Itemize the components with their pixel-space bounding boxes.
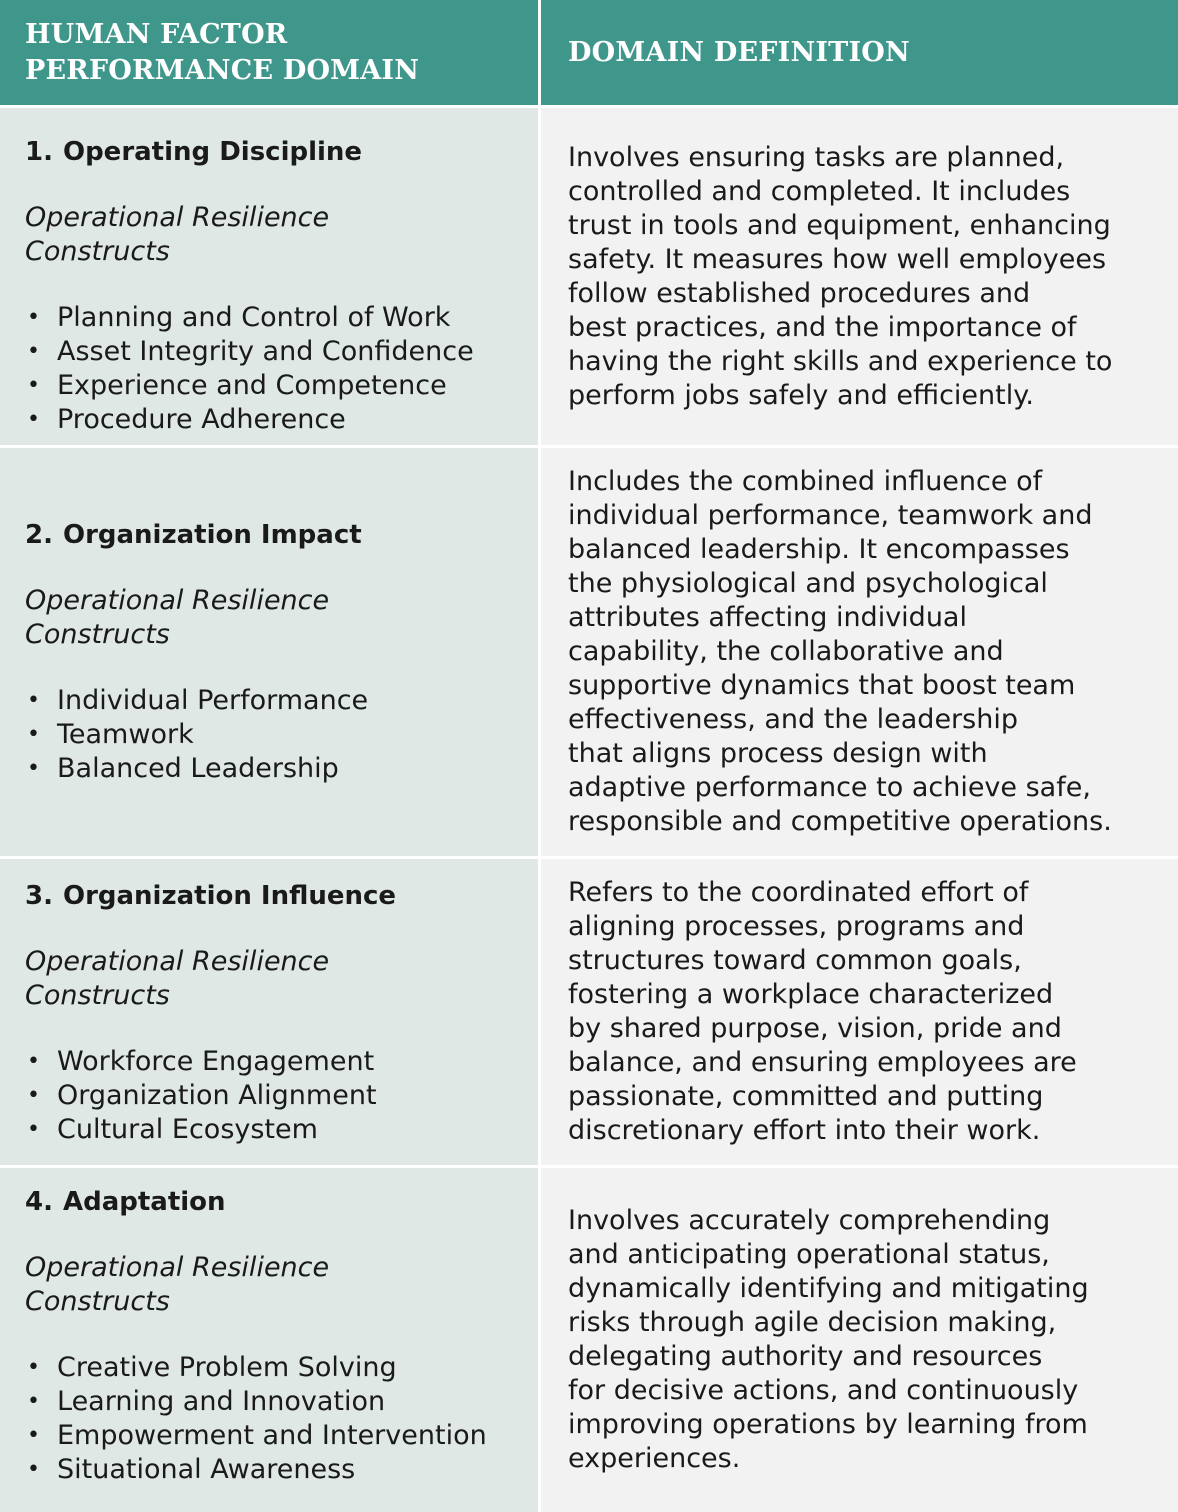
domain-title bbox=[25, 879, 538, 913]
list-item: • Workforce Engagement bbox=[25, 1045, 538, 1079]
list-item: • Cultural Ecosystem bbox=[25, 1113, 538, 1147]
definition-line: discretionary effort into their work. bbox=[568, 1115, 1041, 1146]
list-item: • Creative Problem Solving bbox=[25, 1351, 538, 1385]
definition-line: experiences. bbox=[568, 1443, 741, 1474]
domain-cell bbox=[0, 1168, 541, 1512]
definition-line: risks through agile decision making, bbox=[568, 1307, 1057, 1338]
domain-number: 2. bbox=[25, 520, 53, 550]
list-item: • Experience and Competence bbox=[25, 369, 538, 403]
domain-name: Operating Discipline bbox=[62, 137, 363, 167]
definition-line: fostering a workplace characterized bbox=[568, 979, 1054, 1010]
table-row bbox=[0, 859, 1178, 1168]
domain-name: Organization Impact bbox=[62, 520, 362, 550]
domain-title bbox=[25, 135, 538, 169]
constructs-line2: Constructs bbox=[25, 236, 170, 267]
definition-cell bbox=[541, 108, 1178, 445]
domain-definition bbox=[568, 465, 1112, 839]
table-row bbox=[0, 448, 1178, 859]
construct-list bbox=[25, 301, 538, 437]
definition-line: Refers to the coordinated effort of bbox=[568, 877, 1029, 908]
domain-number: 1. bbox=[25, 137, 53, 167]
definition-line: and anticipating operational status, bbox=[568, 1239, 1050, 1270]
definition-line: follow established procedures and bbox=[568, 277, 1031, 309]
constructs-label bbox=[25, 945, 538, 1013]
domain-cell bbox=[0, 859, 541, 1165]
domain-definition bbox=[568, 876, 1077, 1148]
constructs-label bbox=[25, 1251, 538, 1319]
header-domain-definition: DOMAIN DEFINITION bbox=[568, 36, 910, 68]
definition-line: Involves accurately comprehending bbox=[568, 1205, 1051, 1236]
definition-line: individual performance, teamwork and bbox=[568, 500, 1093, 531]
definition-line: responsible and competitive operations. bbox=[568, 806, 1112, 837]
definition-line: trust in tools and equipment, enhancing bbox=[568, 209, 1111, 241]
table-row bbox=[0, 108, 1178, 448]
table-row bbox=[0, 1168, 1178, 1512]
definition-line: improving operations by learning from bbox=[568, 1409, 1088, 1440]
definition-line: controlled and completed. It includes bbox=[568, 175, 1071, 207]
header-left-line2: PERFORMANCE DOMAIN bbox=[25, 54, 420, 86]
construct-list bbox=[25, 1351, 538, 1487]
header-left-line1: HUMAN FACTOR bbox=[25, 18, 288, 50]
table-header bbox=[0, 0, 1178, 108]
definition-line: that aligns process design with bbox=[568, 738, 988, 769]
list-item: • Organization Alignment bbox=[25, 1079, 538, 1113]
definition-line: Includes the combined influence of bbox=[568, 466, 1043, 497]
definition-line: perform jobs safely and efficiently. bbox=[568, 379, 1034, 411]
definition-line: the physiological and psychological bbox=[568, 568, 1048, 599]
list-item: • Balanced Leadership bbox=[25, 752, 538, 786]
constructs-line1: Operational Resilience bbox=[25, 585, 330, 616]
constructs-line1: Operational Resilience bbox=[25, 1252, 330, 1283]
list-item: • Teamwork bbox=[25, 718, 538, 752]
definition-line: for decisive actions, and continuously bbox=[568, 1375, 1079, 1406]
constructs-line2: Constructs bbox=[25, 1286, 170, 1317]
constructs-label bbox=[25, 584, 538, 652]
definition-line: dynamically identifying and mitigating bbox=[568, 1273, 1089, 1304]
construct-list bbox=[25, 1045, 538, 1147]
domain-number: 3. bbox=[25, 881, 53, 911]
list-item: • Situational Awareness bbox=[25, 1453, 538, 1487]
definition-line: safety. It measures how well employees bbox=[568, 243, 1107, 275]
domain-cell bbox=[0, 108, 541, 445]
definition-line: attributes affecting individual bbox=[568, 602, 967, 633]
domain-title bbox=[25, 518, 538, 552]
definition-line: effectiveness, and the leadership bbox=[568, 704, 1018, 735]
list-item: • Planning and Control of Work bbox=[25, 301, 538, 335]
definition-line: delegating authority and resources bbox=[568, 1341, 1043, 1372]
domain-name: Adaptation bbox=[62, 1187, 226, 1217]
definition-line: structures toward common goals, bbox=[568, 945, 1022, 976]
list-item: • Learning and Innovation bbox=[25, 1385, 538, 1419]
definition-line: balanced leadership. It encompasses bbox=[568, 534, 1070, 565]
list-item: • Empowerment and Intervention bbox=[25, 1419, 538, 1453]
definition-cell bbox=[541, 448, 1178, 856]
definition-line: adaptive performance to achieve safe, bbox=[568, 772, 1091, 803]
domain-number: 4. bbox=[25, 1187, 53, 1217]
list-item: • Procedure Adherence bbox=[25, 403, 538, 437]
definition-line: supportive dynamics that boost team bbox=[568, 670, 1076, 701]
definition-line: having the right skills and experience to bbox=[568, 345, 1113, 377]
domain-definition bbox=[568, 1204, 1089, 1476]
domain-name: Organization Influence bbox=[62, 881, 397, 911]
constructs-line2: Constructs bbox=[25, 619, 170, 650]
constructs-line1: Operational Resilience bbox=[25, 202, 330, 233]
domain-cell bbox=[0, 448, 541, 856]
header-performance-domain bbox=[0, 0, 541, 105]
definition-line: capability, the collaborative and bbox=[568, 636, 1004, 667]
definition-line: balance, and ensuring employees are bbox=[568, 1047, 1077, 1078]
constructs-line2: Constructs bbox=[25, 980, 170, 1011]
constructs-line1: Operational Resilience bbox=[25, 946, 330, 977]
definition-cell bbox=[541, 859, 1178, 1165]
construct-list bbox=[25, 684, 538, 786]
definition-line: Involves ensuring tasks are planned, bbox=[568, 141, 1065, 173]
definition-line: passionate, committed and putting bbox=[568, 1081, 1044, 1112]
constructs-label bbox=[25, 201, 538, 269]
definition-line: best practices, and the importance of bbox=[568, 311, 1077, 343]
domain-title bbox=[25, 1185, 538, 1219]
definition-line: aligning processes, programs and bbox=[568, 911, 1025, 942]
definition-cell bbox=[541, 1168, 1178, 1512]
definition-line: by shared purpose, vision, pride and bbox=[568, 1013, 1062, 1044]
domain-definition bbox=[568, 141, 1112, 413]
list-item: • Individual Performance bbox=[25, 684, 538, 718]
list-item: • Asset Integrity and Confidence bbox=[25, 335, 538, 369]
